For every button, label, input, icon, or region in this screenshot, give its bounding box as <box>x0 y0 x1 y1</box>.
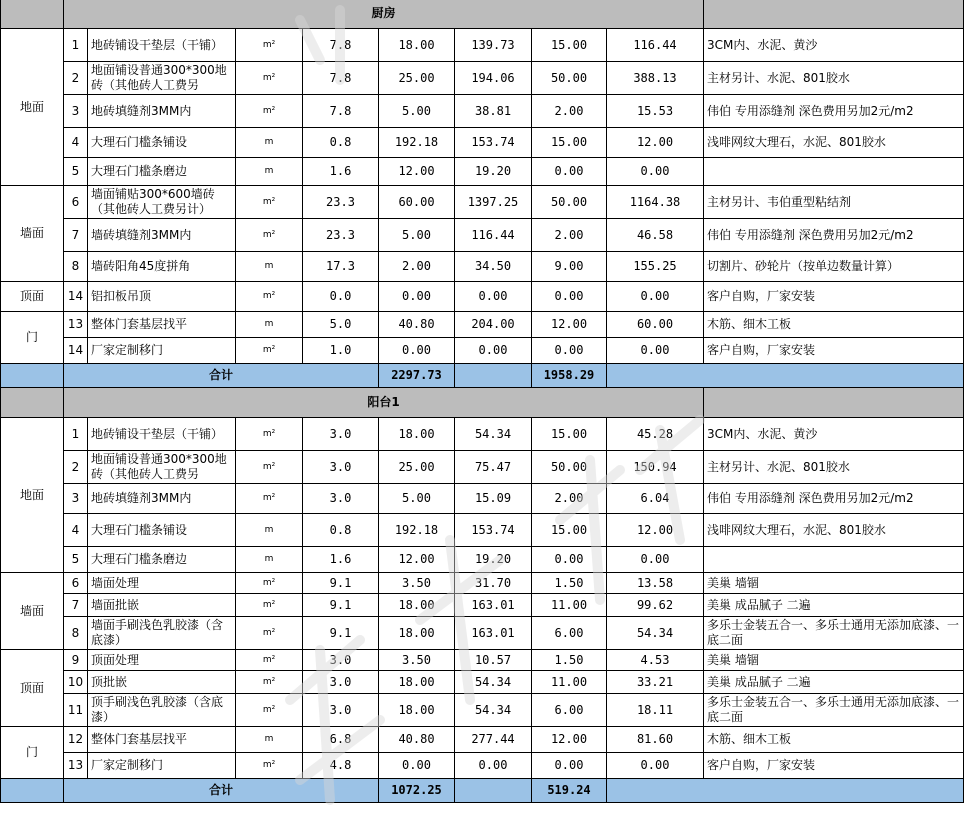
item-quantity: 3.0 <box>303 484 379 514</box>
item-amount: 163.01 <box>455 594 532 617</box>
item-unit-price: 12.00 <box>379 158 455 186</box>
item-note: 美巢 墙锢 <box>704 573 964 594</box>
item-labor-amount: 54.34 <box>607 617 704 650</box>
item-amount: 194.06 <box>455 62 532 95</box>
item-unit: m <box>236 547 303 573</box>
table-row <box>1 219 964 252</box>
item-labor-amount: 150.94 <box>607 451 704 484</box>
item-labor-price: 50.00 <box>532 451 607 484</box>
item-unit: m <box>236 158 303 186</box>
table-row <box>1 62 964 95</box>
item-number: 14 <box>64 338 88 364</box>
item-name: 整体门套基层找平 <box>88 312 236 338</box>
table-row <box>1 671 964 694</box>
item-quantity: 1.6 <box>303 547 379 573</box>
item-number: 6 <box>64 186 88 219</box>
total-amount: 1072.25 <box>379 779 455 803</box>
item-unit-price: 18.00 <box>379 29 455 62</box>
section-header-blank <box>704 0 964 29</box>
item-name: 墙面手刷浅色乳胶漆（含底漆） <box>88 617 236 650</box>
item-labor-amount: 155.25 <box>607 252 704 282</box>
item-unit-price: 40.80 <box>379 727 455 753</box>
item-number: 1 <box>64 29 88 62</box>
item-amount: 75.47 <box>455 451 532 484</box>
item-labor-amount: 13.58 <box>607 573 704 594</box>
item-note: 客户自购，厂家安装 <box>704 753 964 779</box>
item-labor-amount: 81.60 <box>607 727 704 753</box>
item-amount: 15.09 <box>455 484 532 514</box>
table-row <box>1 753 964 779</box>
quote-table-body <box>1 0 964 803</box>
item-name: 整体门套基层找平 <box>88 727 236 753</box>
item-labor-price: 0.00 <box>532 547 607 573</box>
item-quantity: 23.3 <box>303 219 379 252</box>
item-unit: m² <box>236 282 303 312</box>
item-quantity: 17.3 <box>303 252 379 282</box>
item-note: 主材另计、韦伯重型粘结剂 <box>704 186 964 219</box>
item-unit-price: 18.00 <box>379 671 455 694</box>
section-header-blank <box>704 388 964 418</box>
table-row <box>1 650 964 671</box>
section-header-row <box>1 388 964 418</box>
item-quantity: 3.0 <box>303 650 379 671</box>
item-name: 大理石门槛条铺设 <box>88 128 236 158</box>
item-amount: 116.44 <box>455 219 532 252</box>
item-labor-price: 12.00 <box>532 727 607 753</box>
table-row <box>1 282 964 312</box>
item-number: 9 <box>64 650 88 671</box>
item-labor-price: 2.00 <box>532 95 607 128</box>
total-row <box>1 779 964 803</box>
item-labor-amount: 116.44 <box>607 29 704 62</box>
item-unit-price: 18.00 <box>379 418 455 451</box>
item-unit: m <box>236 514 303 547</box>
item-unit: m² <box>236 694 303 727</box>
item-labor-amount: 33.21 <box>607 671 704 694</box>
item-number: 2 <box>64 451 88 484</box>
item-unit-price: 18.00 <box>379 594 455 617</box>
item-labor-amount: 60.00 <box>607 312 704 338</box>
item-quantity: 7.8 <box>303 95 379 128</box>
item-note: 美巢 墙锢 <box>704 650 964 671</box>
item-name: 顶面处理 <box>88 650 236 671</box>
item-note: 多乐士金装五合一、多乐士通用无添加底漆、一底二面 <box>704 617 964 650</box>
table-row <box>1 95 964 128</box>
item-name: 地面铺设普通300*300地砖（其他砖人工费另 <box>88 62 236 95</box>
item-labor-price: 0.00 <box>532 753 607 779</box>
total-label: 合计 <box>64 779 379 803</box>
item-labor-amount: 12.00 <box>607 514 704 547</box>
table-row <box>1 484 964 514</box>
table-row <box>1 594 964 617</box>
item-labor-amount: 0.00 <box>607 547 704 573</box>
table-row <box>1 158 964 186</box>
item-unit: m² <box>236 753 303 779</box>
item-unit: m <box>236 252 303 282</box>
item-unit: m <box>236 128 303 158</box>
item-labor-amount: 0.00 <box>607 753 704 779</box>
item-unit-price: 18.00 <box>379 617 455 650</box>
total-note-blank <box>607 364 964 388</box>
item-number: 4 <box>64 128 88 158</box>
item-labor-amount: 45.28 <box>607 418 704 451</box>
category-cell: 顶面 <box>1 282 64 312</box>
item-name: 地砖填缝剂3MM内 <box>88 484 236 514</box>
total-row <box>1 364 964 388</box>
item-quantity: 5.0 <box>303 312 379 338</box>
item-labor-amount: 6.04 <box>607 484 704 514</box>
item-name: 地砖填缝剂3MM内 <box>88 95 236 128</box>
item-note: 切割片、砂轮片（按单边数量计算） <box>704 252 964 282</box>
item-note: 伟伯 专用添缝剂 深色费用另加2元/m2 <box>704 484 964 514</box>
item-labor-price: 15.00 <box>532 418 607 451</box>
item-amount: 139.73 <box>455 29 532 62</box>
item-number: 2 <box>64 62 88 95</box>
item-quantity: 6.8 <box>303 727 379 753</box>
item-number: 8 <box>64 617 88 650</box>
item-unit: m² <box>236 29 303 62</box>
item-unit: m² <box>236 573 303 594</box>
total-blank <box>455 779 532 803</box>
table-row <box>1 617 964 650</box>
item-unit-price: 25.00 <box>379 451 455 484</box>
item-note: 木筋、细木工板 <box>704 727 964 753</box>
item-unit-price: 3.50 <box>379 650 455 671</box>
item-labor-price: 15.00 <box>532 514 607 547</box>
item-labor-price: 2.00 <box>532 484 607 514</box>
table-row <box>1 186 964 219</box>
item-note: 美巢 成品腻子 二遍 <box>704 671 964 694</box>
total-corner <box>1 364 64 388</box>
item-unit: m² <box>236 62 303 95</box>
item-quantity: 1.0 <box>303 338 379 364</box>
item-unit: m² <box>236 617 303 650</box>
item-amount: 204.00 <box>455 312 532 338</box>
item-amount: 31.70 <box>455 573 532 594</box>
item-unit-price: 0.00 <box>379 338 455 364</box>
item-unit-price: 5.00 <box>379 219 455 252</box>
item-number: 8 <box>64 252 88 282</box>
table-row <box>1 573 964 594</box>
item-amount: 153.74 <box>455 128 532 158</box>
item-name: 大理石门槛条磨边 <box>88 158 236 186</box>
item-labor-amount: 0.00 <box>607 338 704 364</box>
item-name: 地砖铺设干垫层（干铺） <box>88 418 236 451</box>
item-number: 13 <box>64 753 88 779</box>
item-unit: m² <box>236 484 303 514</box>
item-quantity: 3.0 <box>303 671 379 694</box>
item-unit-price: 192.18 <box>379 128 455 158</box>
item-unit-price: 40.80 <box>379 312 455 338</box>
item-quantity: 0.8 <box>303 128 379 158</box>
item-number: 5 <box>64 158 88 186</box>
item-labor-price: 0.00 <box>532 338 607 364</box>
item-note: 多乐士金装五合一、多乐士通用无添加底漆、一底二面 <box>704 694 964 727</box>
section-corner <box>1 388 64 418</box>
item-amount: 0.00 <box>455 338 532 364</box>
table-row <box>1 694 964 727</box>
category-cell: 地面 <box>1 29 64 186</box>
item-amount: 19.20 <box>455 158 532 186</box>
item-unit-price: 25.00 <box>379 62 455 95</box>
item-unit-price: 0.00 <box>379 753 455 779</box>
item-labor-price: 11.00 <box>532 671 607 694</box>
category-cell: 顶面 <box>1 650 64 727</box>
item-note <box>704 158 964 186</box>
item-unit: m <box>236 312 303 338</box>
item-number: 3 <box>64 95 88 128</box>
item-name: 大理石门槛条磨边 <box>88 547 236 573</box>
item-note: 浅啡网纹大理石，水泥、801胶水 <box>704 128 964 158</box>
item-labor-price: 2.00 <box>532 219 607 252</box>
category-cell: 墙面 <box>1 186 64 282</box>
item-quantity: 3.0 <box>303 451 379 484</box>
item-note: 浅啡网纹大理石，水泥、801胶水 <box>704 514 964 547</box>
item-number: 4 <box>64 514 88 547</box>
item-labor-amount: 1164.38 <box>607 186 704 219</box>
item-unit: m² <box>236 650 303 671</box>
total-note-blank <box>607 779 964 803</box>
item-name: 墙面铺贴300*600墙砖（其他砖人工费另计） <box>88 186 236 219</box>
item-unit-price: 0.00 <box>379 282 455 312</box>
item-quantity: 7.8 <box>303 62 379 95</box>
item-labor-price: 1.50 <box>532 650 607 671</box>
item-labor-amount: 15.53 <box>607 95 704 128</box>
item-number: 6 <box>64 573 88 594</box>
item-number: 7 <box>64 594 88 617</box>
item-unit-price: 60.00 <box>379 186 455 219</box>
item-amount: 38.81 <box>455 95 532 128</box>
item-note: 3CM内、水泥、黄沙 <box>704 29 964 62</box>
item-amount: 54.34 <box>455 694 532 727</box>
item-unit-price: 12.00 <box>379 547 455 573</box>
item-labor-amount: 18.11 <box>607 694 704 727</box>
item-quantity: 3.0 <box>303 418 379 451</box>
category-cell: 墙面 <box>1 573 64 650</box>
section-header-row <box>1 0 964 29</box>
item-labor-price: 12.00 <box>532 312 607 338</box>
item-name: 大理石门槛条铺设 <box>88 514 236 547</box>
item-amount: 153.74 <box>455 514 532 547</box>
table-row <box>1 547 964 573</box>
item-quantity: 9.1 <box>303 573 379 594</box>
item-name: 厂家定制移门 <box>88 753 236 779</box>
item-unit: m² <box>236 671 303 694</box>
table-row <box>1 451 964 484</box>
item-note: 3CM内、水泥、黄沙 <box>704 418 964 451</box>
item-amount: 34.50 <box>455 252 532 282</box>
item-labor-amount: 12.00 <box>607 128 704 158</box>
item-number: 1 <box>64 418 88 451</box>
item-unit: m² <box>236 418 303 451</box>
item-labor-price: 6.00 <box>532 617 607 650</box>
item-labor-price: 9.00 <box>532 252 607 282</box>
item-name: 顶批嵌 <box>88 671 236 694</box>
item-name: 墙砖阳角45度拼角 <box>88 252 236 282</box>
category-cell: 地面 <box>1 418 64 573</box>
item-name: 地砖铺设干垫层（干铺） <box>88 29 236 62</box>
item-unit: m² <box>236 219 303 252</box>
item-amount: 163.01 <box>455 617 532 650</box>
total-labor-amount: 519.24 <box>532 779 607 803</box>
item-note <box>704 547 964 573</box>
item-amount: 1397.25 <box>455 186 532 219</box>
item-amount: 10.57 <box>455 650 532 671</box>
table-row <box>1 29 964 62</box>
table-row <box>1 418 964 451</box>
item-number: 10 <box>64 671 88 694</box>
item-unit: m <box>236 727 303 753</box>
item-name: 墙面批嵌 <box>88 594 236 617</box>
item-labor-amount: 388.13 <box>607 62 704 95</box>
item-amount: 19.20 <box>455 547 532 573</box>
table-row <box>1 727 964 753</box>
total-labor-amount: 1958.29 <box>532 364 607 388</box>
item-amount: 0.00 <box>455 282 532 312</box>
item-labor-price: 0.00 <box>532 282 607 312</box>
item-unit: m² <box>236 451 303 484</box>
item-number: 13 <box>64 312 88 338</box>
item-labor-amount: 46.58 <box>607 219 704 252</box>
item-labor-price: 15.00 <box>532 29 607 62</box>
category-cell: 门 <box>1 312 64 364</box>
item-labor-price: 11.00 <box>532 594 607 617</box>
item-name: 墙砖填缝剂3MM内 <box>88 219 236 252</box>
item-unit: m² <box>236 95 303 128</box>
item-name: 铝扣板吊顶 <box>88 282 236 312</box>
item-unit-price: 192.18 <box>379 514 455 547</box>
total-blank <box>455 364 532 388</box>
item-name: 地面铺设普通300*300地砖（其他砖人工费另 <box>88 451 236 484</box>
item-amount: 0.00 <box>455 753 532 779</box>
item-unit-price: 5.00 <box>379 95 455 128</box>
table-row <box>1 514 964 547</box>
item-labor-price: 0.00 <box>532 158 607 186</box>
item-labor-amount: 0.00 <box>607 158 704 186</box>
item-quantity: 4.8 <box>303 753 379 779</box>
table-row <box>1 338 964 364</box>
item-quantity: 9.1 <box>303 594 379 617</box>
table-row <box>1 252 964 282</box>
item-unit: m² <box>236 338 303 364</box>
item-note: 客户自购，厂家安装 <box>704 338 964 364</box>
item-labor-price: 50.00 <box>532 62 607 95</box>
item-name: 顶手刷浅色乳胶漆（含底漆） <box>88 694 236 727</box>
item-unit-price: 3.50 <box>379 573 455 594</box>
item-labor-amount: 4.53 <box>607 650 704 671</box>
item-name: 墙面处理 <box>88 573 236 594</box>
item-amount: 54.34 <box>455 671 532 694</box>
item-quantity: 9.1 <box>303 617 379 650</box>
item-unit-price: 2.00 <box>379 252 455 282</box>
item-unit-price: 5.00 <box>379 484 455 514</box>
item-quantity: 7.8 <box>303 29 379 62</box>
item-labor-price: 1.50 <box>532 573 607 594</box>
item-labor-price: 6.00 <box>532 694 607 727</box>
item-note: 伟伯 专用添缝剂 深色费用另加2元/m2 <box>704 95 964 128</box>
item-amount: 277.44 <box>455 727 532 753</box>
item-number: 14 <box>64 282 88 312</box>
item-note: 客户自购，厂家安装 <box>704 282 964 312</box>
item-unit: m² <box>236 594 303 617</box>
item-unit: m² <box>236 186 303 219</box>
item-number: 7 <box>64 219 88 252</box>
item-note: 伟伯 专用添缝剂 深色费用另加2元/m2 <box>704 219 964 252</box>
item-unit-price: 18.00 <box>379 694 455 727</box>
item-amount: 54.34 <box>455 418 532 451</box>
table-row <box>1 128 964 158</box>
item-labor-amount: 99.62 <box>607 594 704 617</box>
item-quantity: 0.0 <box>303 282 379 312</box>
category-cell: 门 <box>1 727 64 779</box>
total-amount: 2297.73 <box>379 364 455 388</box>
item-note: 主材另计、水泥、801胶水 <box>704 451 964 484</box>
item-number: 3 <box>64 484 88 514</box>
section-title: 厨房 <box>64 0 704 29</box>
item-quantity: 23.3 <box>303 186 379 219</box>
item-number: 11 <box>64 694 88 727</box>
item-note: 主材另计、水泥、801胶水 <box>704 62 964 95</box>
item-name: 厂家定制移门 <box>88 338 236 364</box>
item-labor-amount: 0.00 <box>607 282 704 312</box>
item-note: 美巢 成品腻子 二遍 <box>704 594 964 617</box>
item-quantity: 0.8 <box>303 514 379 547</box>
section-title: 阳台1 <box>64 388 704 418</box>
item-quantity: 3.0 <box>303 694 379 727</box>
total-corner <box>1 779 64 803</box>
item-number: 12 <box>64 727 88 753</box>
item-note: 木筋、细木工板 <box>704 312 964 338</box>
item-quantity: 1.6 <box>303 158 379 186</box>
section-corner <box>1 0 64 29</box>
item-labor-price: 15.00 <box>532 128 607 158</box>
item-labor-price: 50.00 <box>532 186 607 219</box>
table-row <box>1 312 964 338</box>
item-number: 5 <box>64 547 88 573</box>
total-label: 合计 <box>64 364 379 388</box>
